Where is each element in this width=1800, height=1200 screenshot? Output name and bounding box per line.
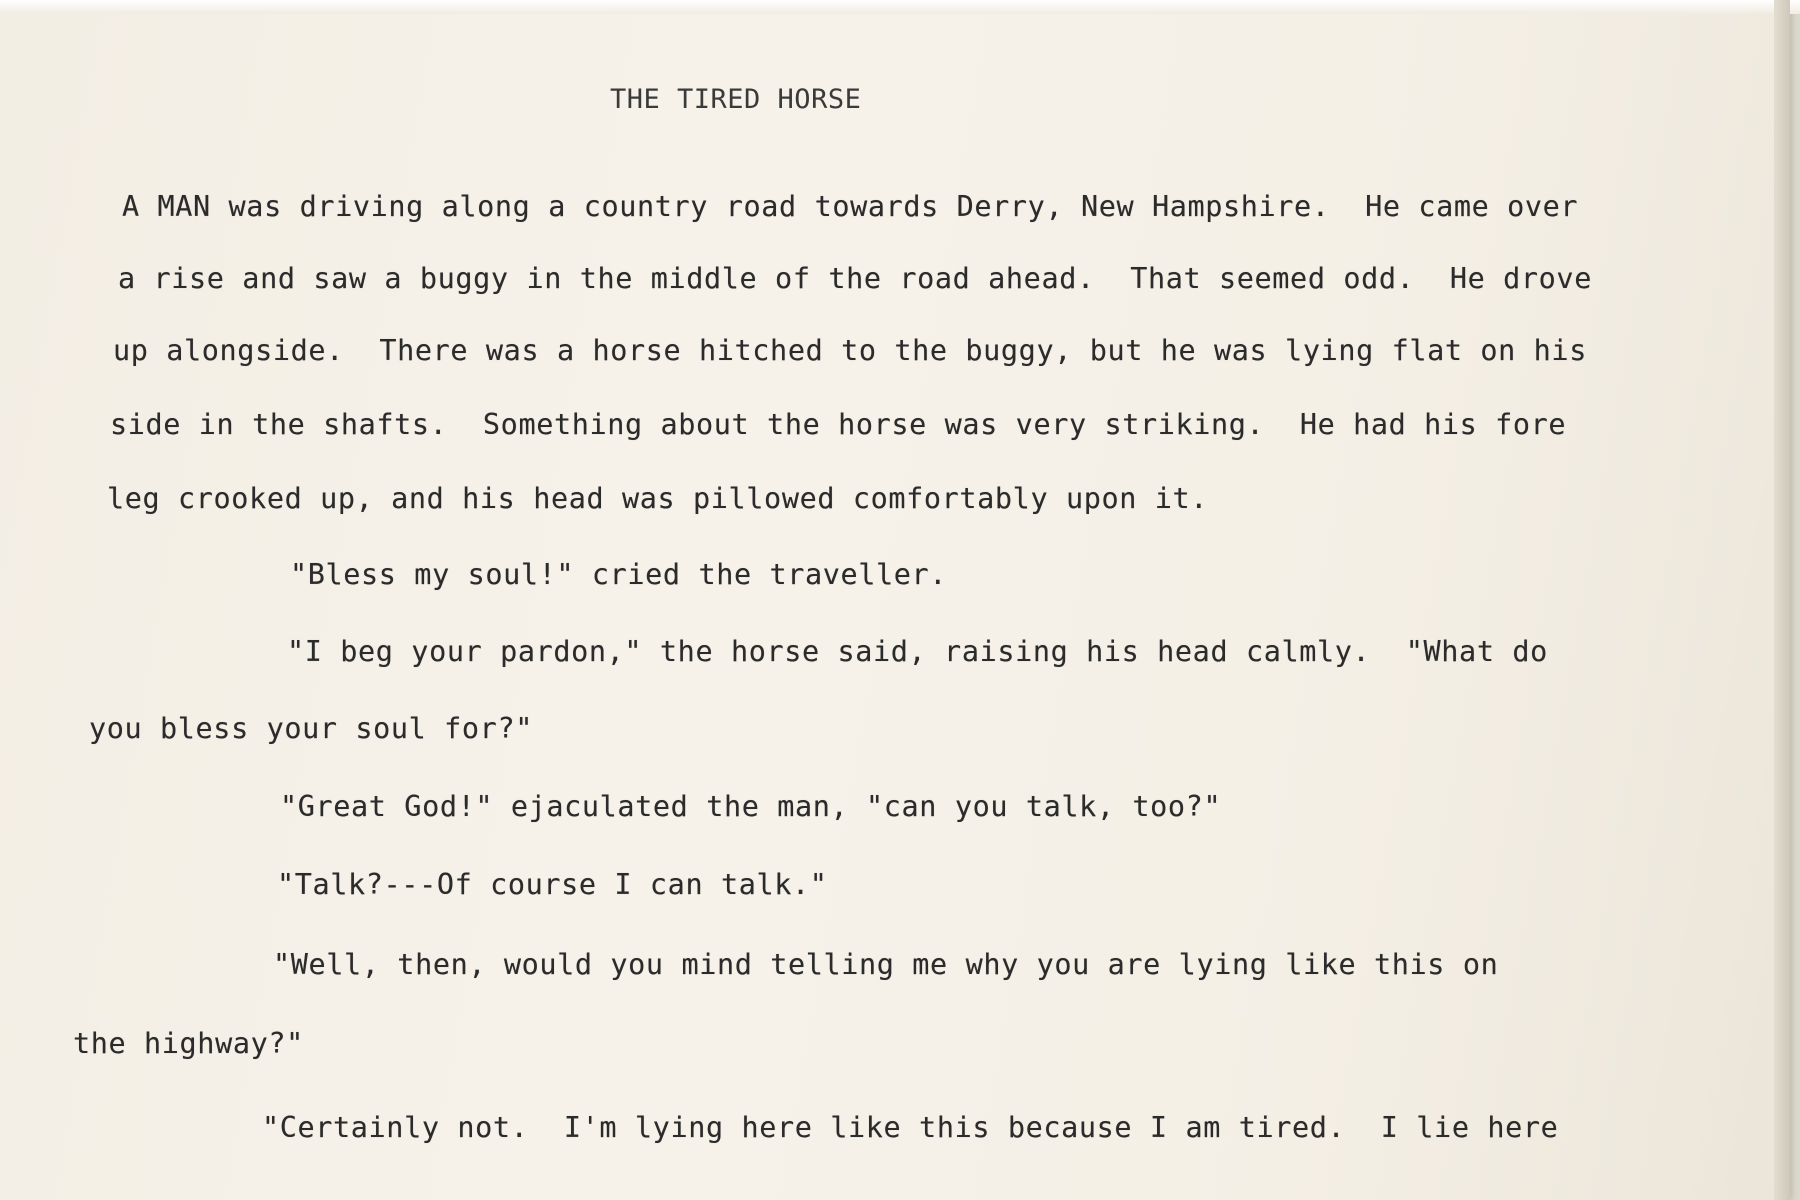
text-line-2: a rise and saw a buggy in the middle of the road ahead. That seemed odd. He drove [118, 262, 1592, 295]
text-line-9: "Great God!" ejaculated the man, "can you talk, too?" [280, 790, 1222, 823]
page-top-edge [0, 0, 1800, 14]
text-line-6: "Bless my soul!" cried the traveller. [290, 558, 948, 591]
text-line-10: "Talk?---Of course I can talk." [277, 868, 828, 901]
text-line-4: side in the shafts. Something about the horse was very striking. He had his fore [110, 408, 1567, 441]
text-line-3: up alongside. There was a horse hitched to the buggy, but he was lying flat on his [113, 334, 1587, 367]
text-line-7: "I beg your pardon," the horse said, raising his head calmly. "What do [287, 635, 1548, 668]
text-line-1: A MAN was driving along a country road towards Derry, New Hampshire. He came over [122, 190, 1579, 223]
text-line-5: leg crooked up, and his head was pillowed comfortably upon it. [107, 482, 1209, 515]
page-right-edge [1774, 0, 1790, 1200]
text-line-13: "Certainly not. I'm lying here like this because I am tired. I lie here [262, 1111, 1559, 1144]
text-line-12: the highway?" [73, 1027, 304, 1060]
document-title: THE TIRED HORSE [610, 84, 862, 115]
text-line-8: you bless your soul for?" [89, 712, 533, 745]
text-line-11: "Well, then, would you mind telling me why you are lying like this on [273, 948, 1499, 981]
